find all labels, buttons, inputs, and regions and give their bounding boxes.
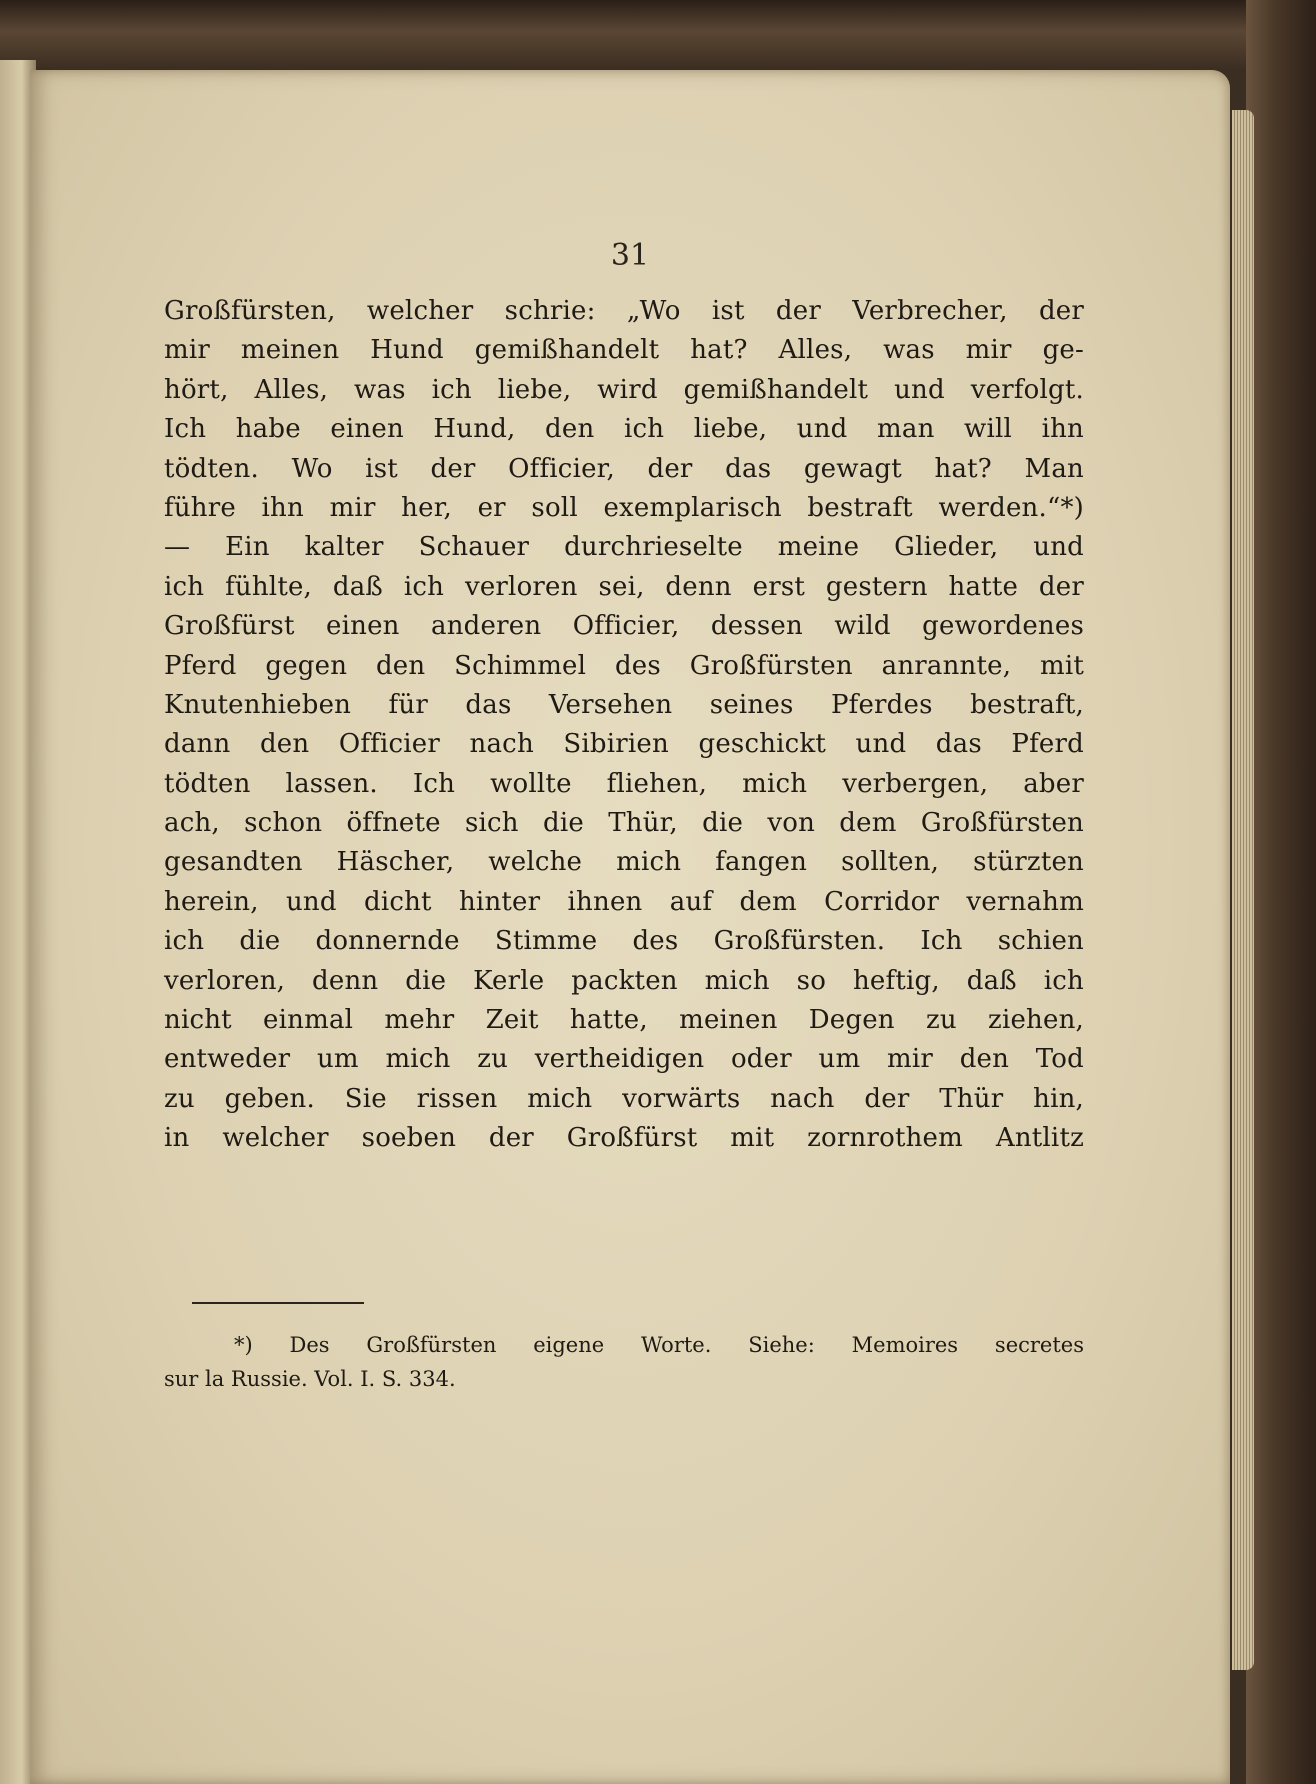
page-edges [1232,110,1254,1670]
page-number: 31 [610,238,650,273]
text-line: — Ein kalter Schauer durchrieselte meine Glieder, und [164,532,1084,563]
text-line: mir meinen Hund gemißhandelt hat? Alles, was mir ge- [164,335,1084,366]
text-line: gesandten Häscher, welche mich fangen sollten, stürzten [164,847,1084,878]
text-line: ich die donnernde Stimme des Großfürsten. Ich schien [164,926,1084,957]
body-text [164,292,1084,1159]
footnote [164,1328,1084,1396]
text-line: Knutenhieben für das Versehen seines Pferdes bestraft, [164,689,1084,720]
book-cover-right [1246,0,1316,1784]
text-line: hört, Alles, was ich liebe, wird gemißhandelt und verfolgt. [164,374,1084,405]
text-line: tödten. Wo ist der Officier, der das gewagt hat? Man [164,453,1084,484]
text-line: Großfürsten, welcher schrie: „Wo ist der Verbrecher, der [164,296,1084,326]
footnote-line: *) Des Großfürsten eigene Worte. Siehe: Memoires secretes [234,1333,1084,1357]
text-line: Pferd gegen den Schimmel des Großfürsten anrannte, mit [164,650,1084,681]
text-line: entweder um mich zu vertheidigen oder um mir den Tod [164,1044,1084,1075]
book-page [30,70,1230,1784]
footnote-line: sur la Russie. Vol. I. S. 334. [164,1367,456,1391]
text-line: tödten lassen. Ich wollte fliehen, mich verbergen, aber [164,768,1084,799]
text-line: Ich habe einen Hund, den ich liebe, und man will ihn [164,414,1084,445]
text-line: nicht einmal mehr Zeit hatte, meinen Degen zu ziehen, [164,1005,1084,1036]
text-line: verloren, denn die Kerle packten mich so heftig, daß ich [164,965,1084,996]
book-cover-top [0,0,1316,70]
text-line: Großfürst einen anderen Officier, dessen wild gewordenes [164,611,1084,642]
text-line: herein, und dicht hinter ihnen auf dem Corridor vernahm [164,886,1084,917]
text-line: in welcher soeben der Großfürst mit zornrothem Antlitz [164,1123,1084,1154]
text-line: dann den Officier nach Sibirien geschickt und das Pferd [164,729,1084,760]
text-line: ich fühlte, daß ich verloren sei, denn erst gestern hatte der [164,571,1084,602]
footnote-rule [192,1302,364,1304]
text-line: ach, schon öffnete sich die Thür, die von dem Großfürsten [164,808,1084,839]
text-line: zu geben. Sie rissen mich vorwärts nach der Thür hin, [164,1083,1084,1114]
text-line: führe ihn mir her, er soll exemplarisch bestraft werden.“*) [164,492,1084,523]
